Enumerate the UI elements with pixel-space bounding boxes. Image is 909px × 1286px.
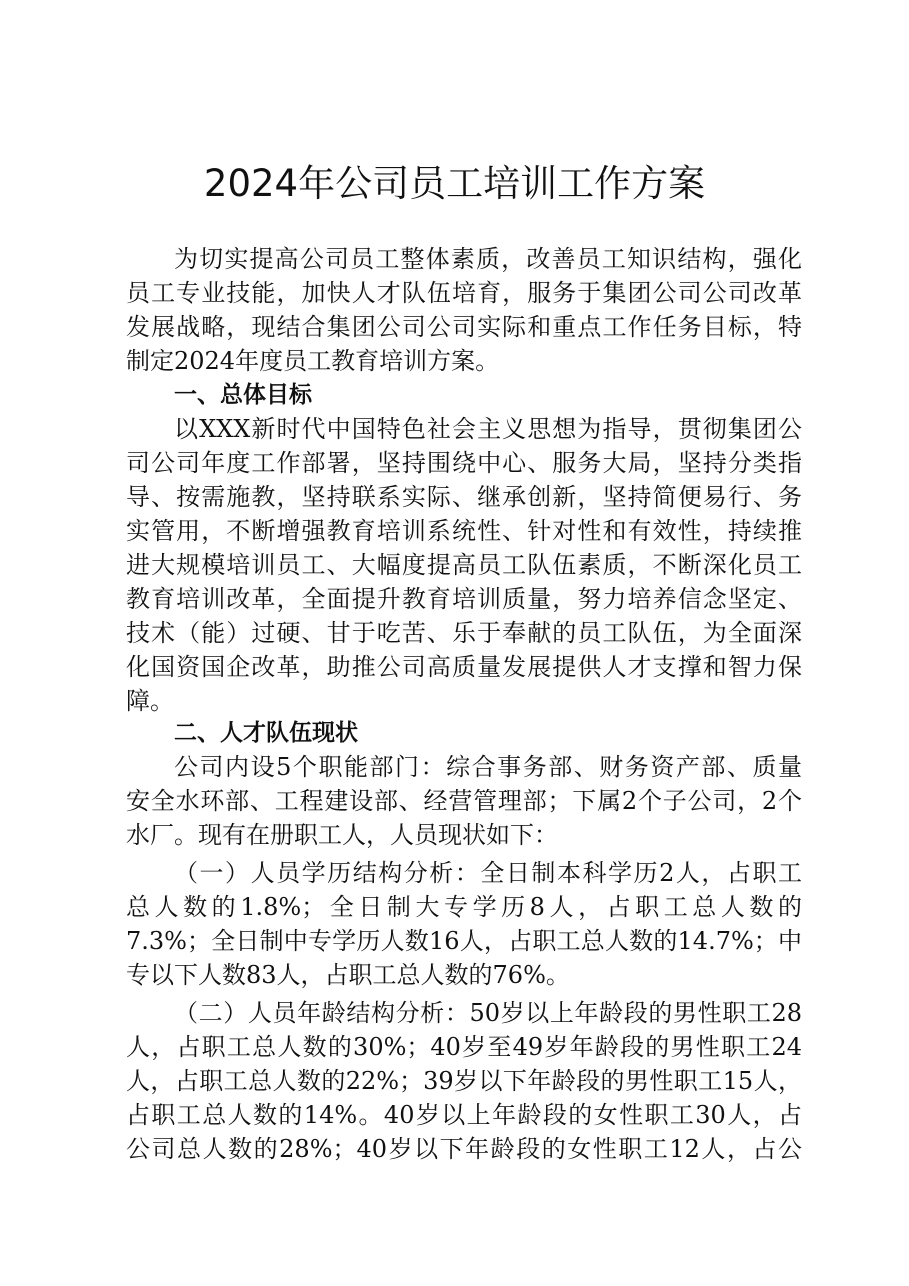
sub2-line-2: 人，占职工总人数的30%；40岁至49岁年龄段的男性职工24 (126, 1033, 802, 1061)
sub2-line-5: 公司总人数的28%；40岁以下年龄段的女性职工12人，占公 (126, 1135, 802, 1163)
section1-line-9: 障。 (126, 687, 174, 715)
section2-line-2: 安全水环部、工程建设部、经营管理部；下属2个子公司，2个 (126, 787, 802, 815)
sub1-line-2: 总人数的1.8%；全日制大专学历8人，占职工总人数的 (126, 893, 802, 921)
intro-line-3: 发展战略，现结合集团公司公司实际和重点工作任务目标，特 (126, 313, 802, 341)
section2-heading: 二、人才队伍现状 (174, 720, 358, 746)
sub2-line-1: （二）人员年龄结构分析：50岁以上年龄段的男性职工28 (174, 999, 802, 1027)
section1-line-4: 实管用，不断增强教育培训系统性、针对性和有效性，持续推 (126, 517, 802, 545)
sub1-line-3: 7.3%；全日制中专学历人数16人，占职工总人数的14.7%；中 (126, 927, 802, 955)
sub2-line-3: 人，占职工总人数的22%；39岁以下年龄段的男性职工15人， (126, 1067, 802, 1095)
section1-line-3: 导、按需施教，坚持联系实际、继承创新，坚持简便易行、务 (126, 483, 802, 511)
sub2-line-4: 占职工总人数的14%。40岁以上年龄段的女性职工30人，占 (126, 1101, 802, 1129)
section1-line-1: 以XXX新时代中国特色社会主义思想为指导，贯彻集团公 (174, 415, 802, 443)
intro-line-4: 制定2024年度员工教育培训方案。 (126, 347, 500, 375)
section1-line-2: 司公司年度工作部署，坚持围绕中心、服务大局，坚持分类指 (126, 449, 802, 477)
section1-line-6: 教育培训改革，全面提升教育培训质量，努力培养信念坚定、 (126, 585, 802, 613)
section1-line-8: 化国资国企改革，助推公司高质量发展提供人才支撑和智力保 (126, 653, 802, 681)
intro-line-2: 员工专业技能，加快人才队伍培育，服务于集团公司公司改革 (126, 279, 802, 307)
document-title: 2024年公司员工培训工作方案 (203, 162, 706, 205)
section1-heading: 一、总体目标 (174, 382, 312, 408)
section2-line-3: 水厂。现有在册职工人，人员现状如下： (126, 821, 558, 849)
section2-line-1: 公司内设5个职能部门：综合事务部、财务资产部、质量 (174, 753, 802, 781)
section1-line-7: 技术（能）过硬、甘于吃苦、乐于奉献的员工队伍，为全面深 (126, 619, 802, 647)
section1-line-5: 进大规模培训员工、大幅度提高员工队伍素质，不断深化员工 (126, 551, 802, 579)
intro-line-1: 为切实提高公司员工整体素质，改善员工知识结构，强化 (174, 245, 802, 273)
sub1-line-4: 专以下人数83人，占职工总人数的76%。 (126, 961, 570, 989)
sub1-line-1: （一）人员学历结构分析：全日制本科学历2人，占职工 (174, 859, 802, 887)
